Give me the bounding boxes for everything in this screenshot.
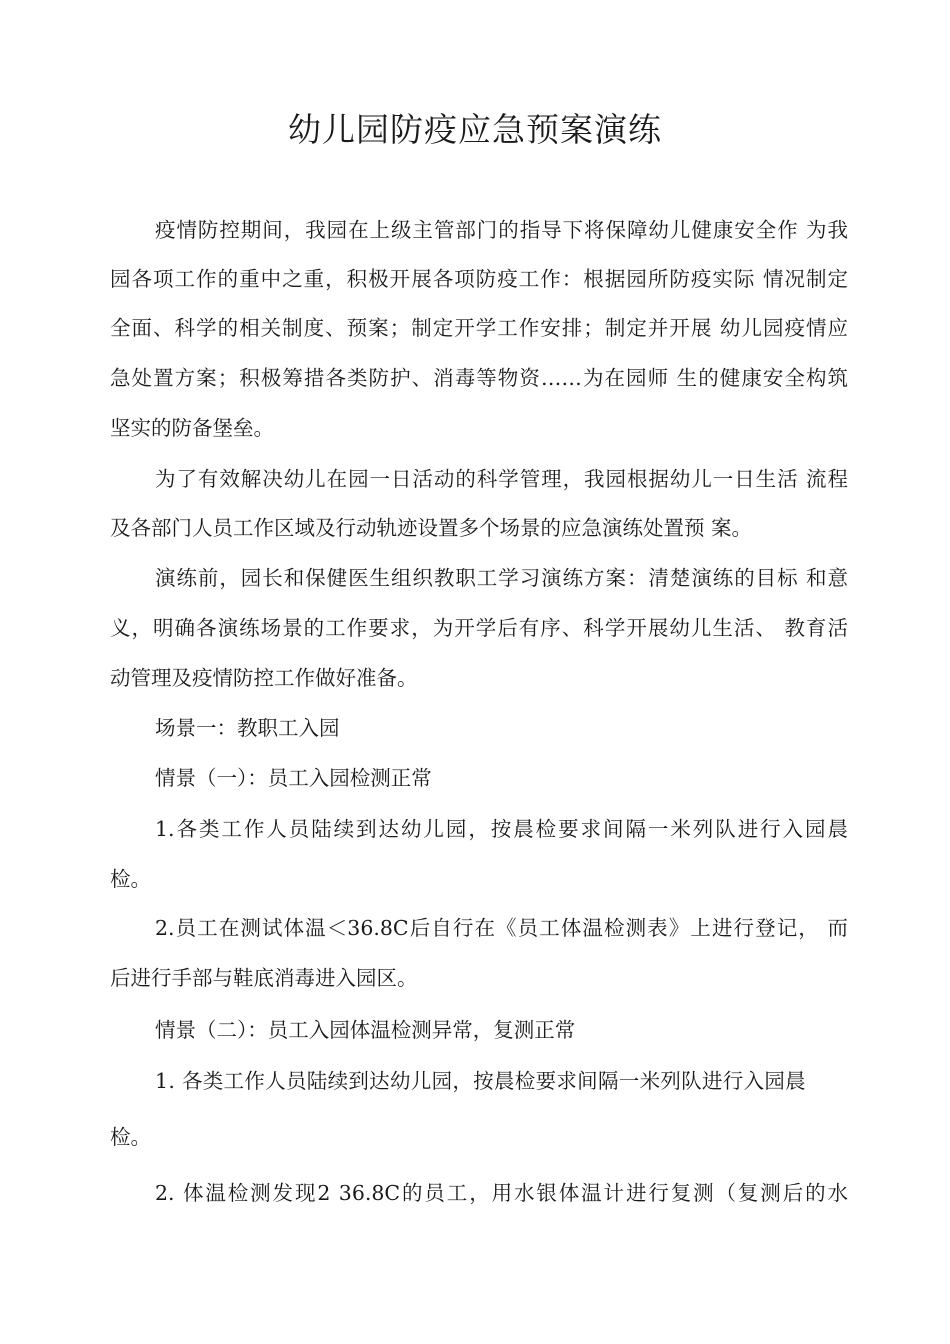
paragraph-line: 园各项工作的重中之重，积极开展各项防疫工作：根据园所防疫实际 情况制定 xyxy=(110,267,848,291)
paragraph-line: 演练前，园长和保健医生组织教职工学习演练方案：清楚演练的目标 和意 xyxy=(155,566,848,590)
paragraph-line: 义，明确各演练场景的工作要求，为开学后有序、科学开展幼儿生活、 教育活 xyxy=(110,616,848,640)
list-item-line: 后进行手部与鞋底消毒进入园区。 xyxy=(110,966,418,990)
paragraph-line: 疫情防控期间，我园在上级主管部门的指导下将保障幼儿健康安全作 为我 xyxy=(155,218,848,242)
list-item-line: 1. 各类工作人员陆续到达幼儿园，按晨检要求间隔一米列队进行入园晨 xyxy=(155,1069,806,1093)
page-title: 幼儿园防疫应急预案演练 xyxy=(288,110,662,149)
paragraph-line: 动管理及疫情防控工作做好准备。 xyxy=(110,666,418,690)
list-item-line: 2.员工在测试体温＜36.8C后自行在《员工体温检测表》上进行登记， 而 xyxy=(155,916,848,940)
list-item-line: 2. 体温检测发现2 36.8C的员工，用水银体温计进行复测（复测后的水 xyxy=(155,1181,848,1205)
subsection-heading: 情景（一）：员工入园检测正常 xyxy=(155,766,432,790)
paragraph-line: 坚实的防备堡垒。 xyxy=(110,416,274,440)
list-item-line: 1.各类工作人员陆续到达幼儿园，按晨检要求间隔一米列队进行入园晨 xyxy=(155,817,848,841)
paragraph-line: 及各部门人员工作区域及行动轨迹设置多个场景的应急演练处置预 案。 xyxy=(110,516,753,540)
list-item-line: 检。 xyxy=(110,1125,151,1149)
subsection-heading: 情景（二）：员工入园体温检测异常，复测正常 xyxy=(155,1018,576,1042)
paragraph-line: 急处置方案；积极筹措各类防护、消毒等物资……为在园师 生的健康安全构筑 xyxy=(110,366,848,390)
list-item-line: 检。 xyxy=(110,867,151,891)
section-heading: 场景一：教职工入园 xyxy=(155,716,340,740)
paragraph-line: 为了有效解决幼儿在园一日活动的科学管理，我园根据幼儿一日生活 流程 xyxy=(155,467,848,491)
paragraph-line: 全面、科学的相关制度、预案；制定开学工作安排；制定并开展 幼儿园疫情应 xyxy=(110,316,848,340)
